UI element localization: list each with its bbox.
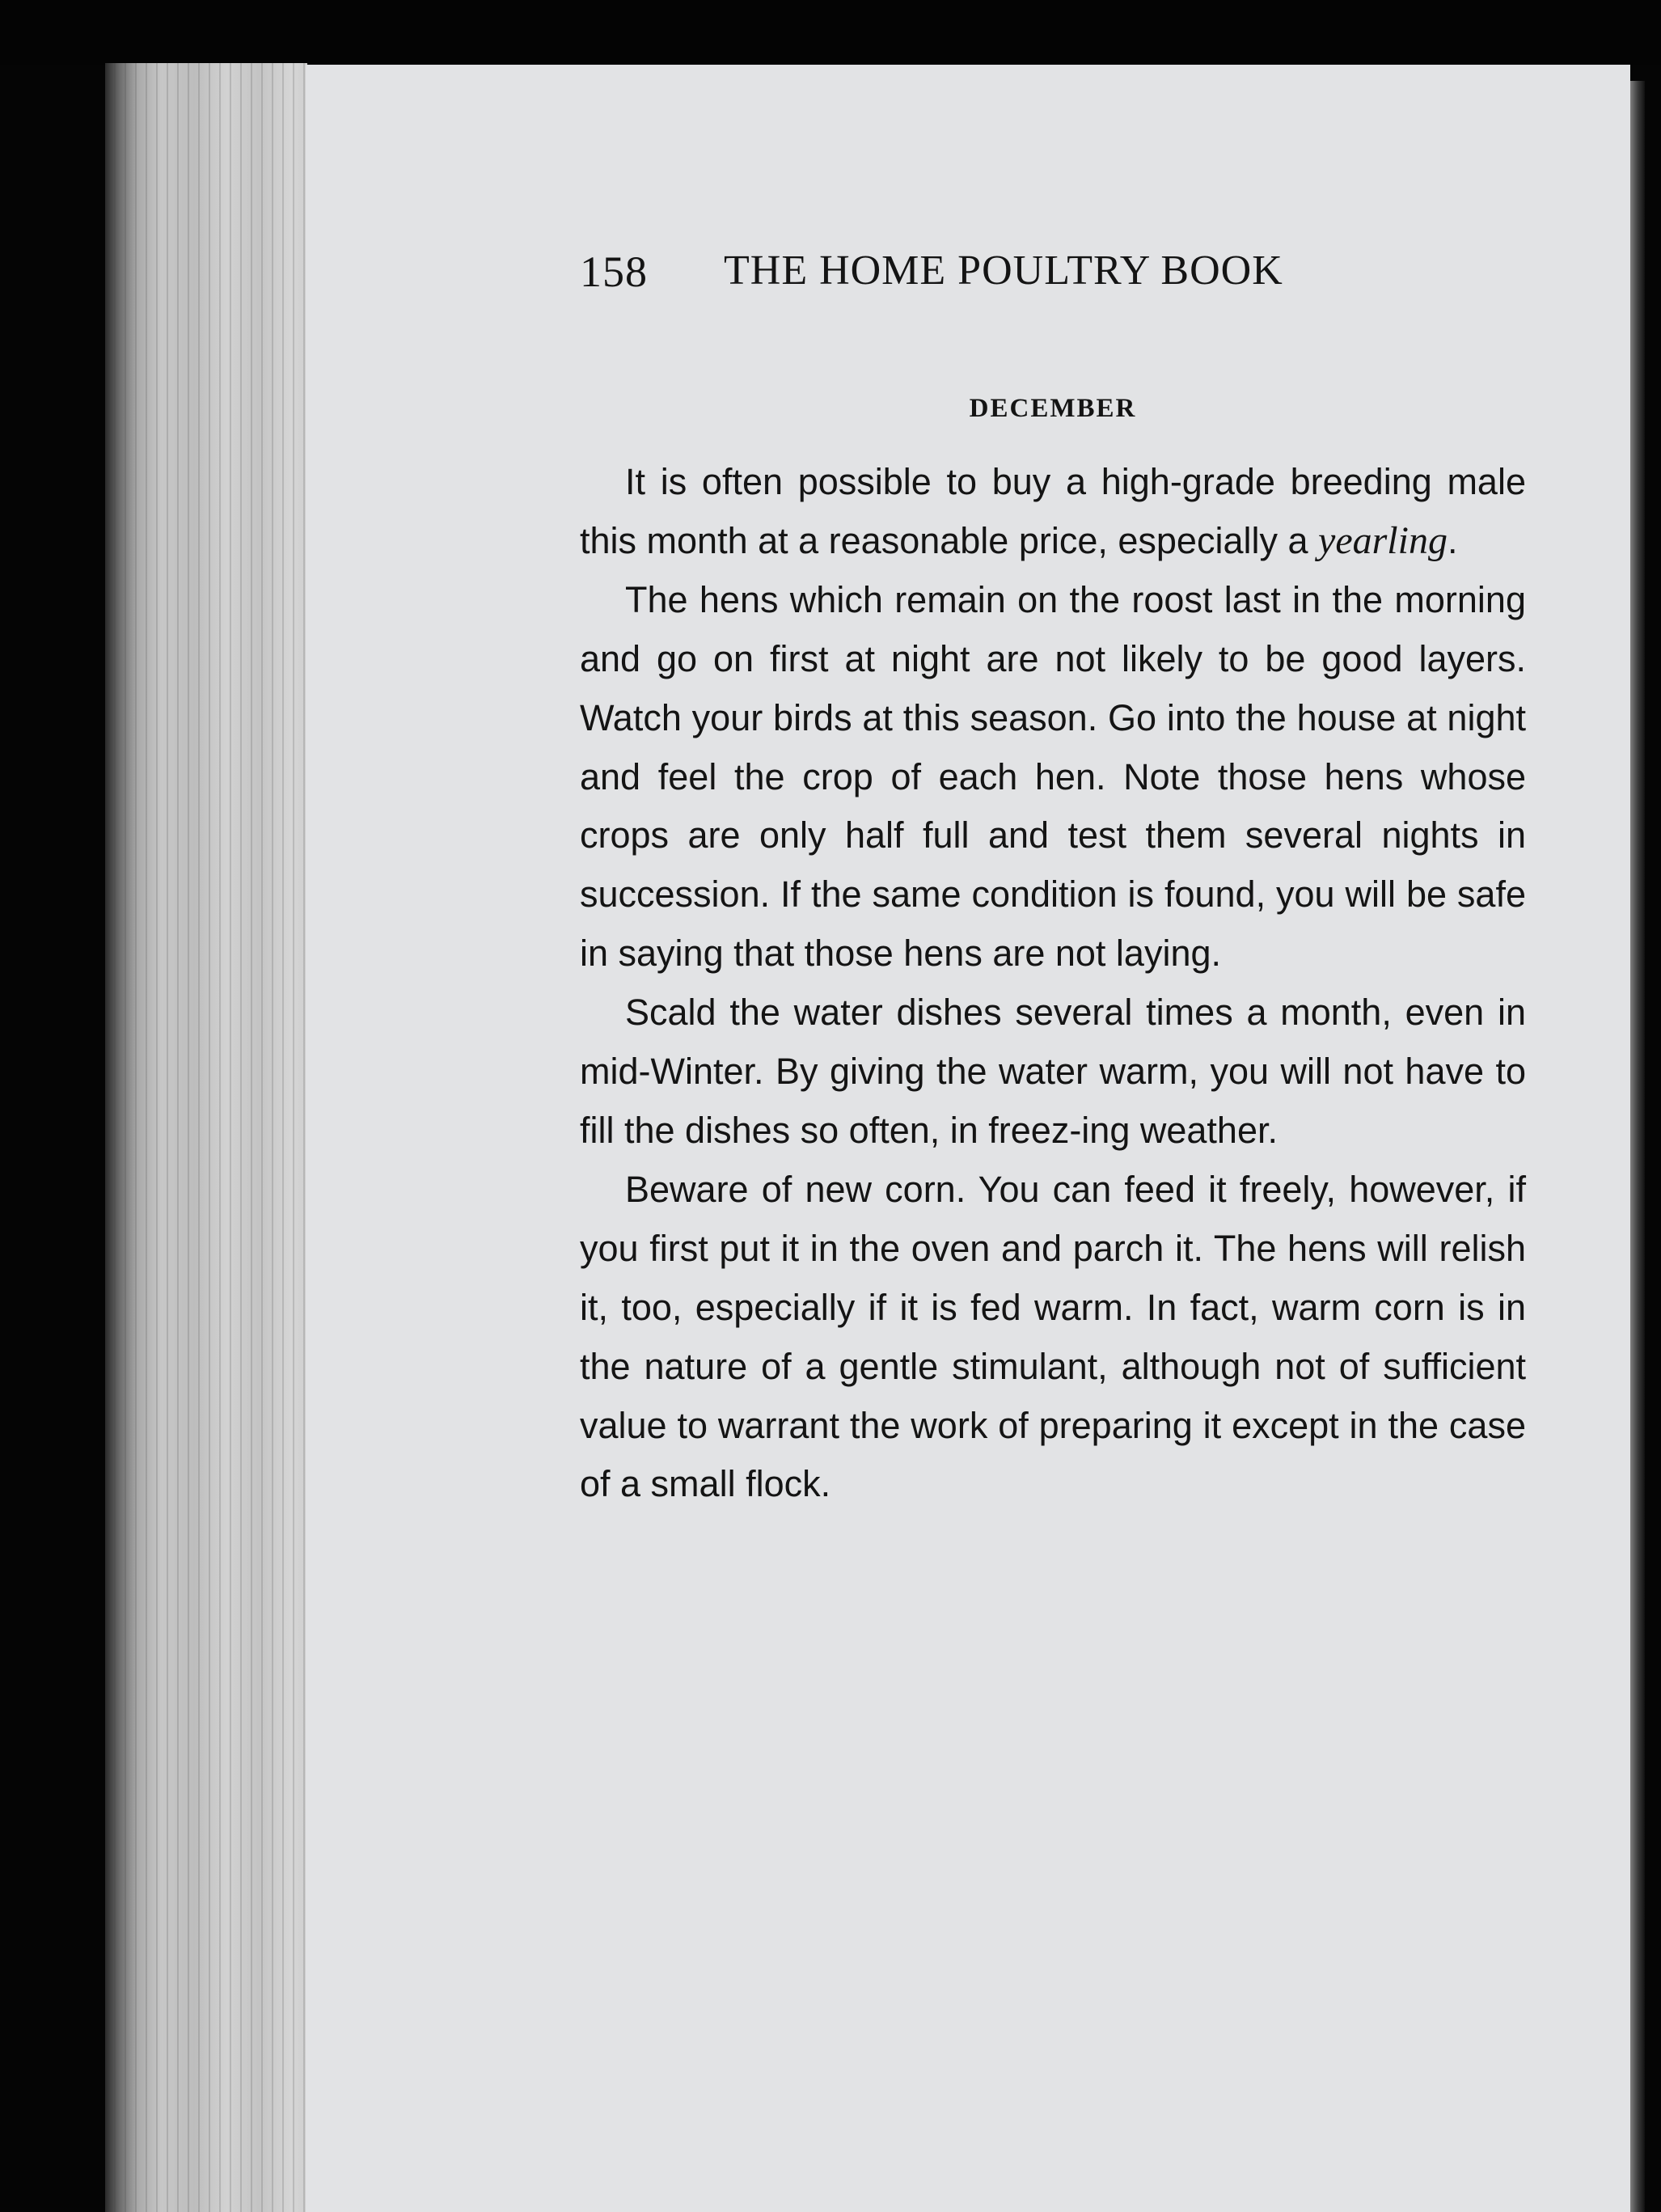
paragraph-1-lead: It is often possible to buy a high-grade breeding male this month at a reasonable price, especially a xyxy=(580,461,1526,561)
paragraph-4: Beware of new corn. You can feed it freely, however, if you first put it in the oven and parch it. The hens will relish it, too, especially if it is fed warm. In fact, warm corn is in the nature of a gentle stimulant, although not of sufficient value to warrant the work of preparing it except in the case of a small flock. xyxy=(580,1168,1526,1505)
paragraph-1 xyxy=(580,453,1526,571)
scanner-background-top xyxy=(0,0,1661,65)
paragraph-1-tail: . xyxy=(1447,519,1458,561)
running-title: THE HOME POULTRY BOOK xyxy=(724,247,1283,294)
page-number: 158 xyxy=(580,247,648,296)
book-spine-gutter xyxy=(105,63,307,2212)
body-text xyxy=(580,453,1526,1514)
gutter-page-edges xyxy=(105,63,307,2212)
paragraph-2: The hens which remain on the roost last in the morning and go on first at night are not likely to be good layers. Watch your birds at this season. Go into the house at night and feel the crop of each hen. Note those hens whose crops are only half full and test them several nights in succession. If the same condition is found, you will be safe in saying that those hens are not laying. xyxy=(580,578,1526,975)
running-head xyxy=(580,247,1534,303)
section-heading: DECEMBER xyxy=(969,394,1137,423)
scanner-background-left xyxy=(0,65,105,2212)
paragraph-3: Scald the water dishes several times a month, even in mid-Winter. By giving the water warm, you will not have to fill the dishes so often, in freez-ing weather. xyxy=(580,992,1526,1151)
paragraph-1-emphasis: yearling xyxy=(1318,518,1448,562)
